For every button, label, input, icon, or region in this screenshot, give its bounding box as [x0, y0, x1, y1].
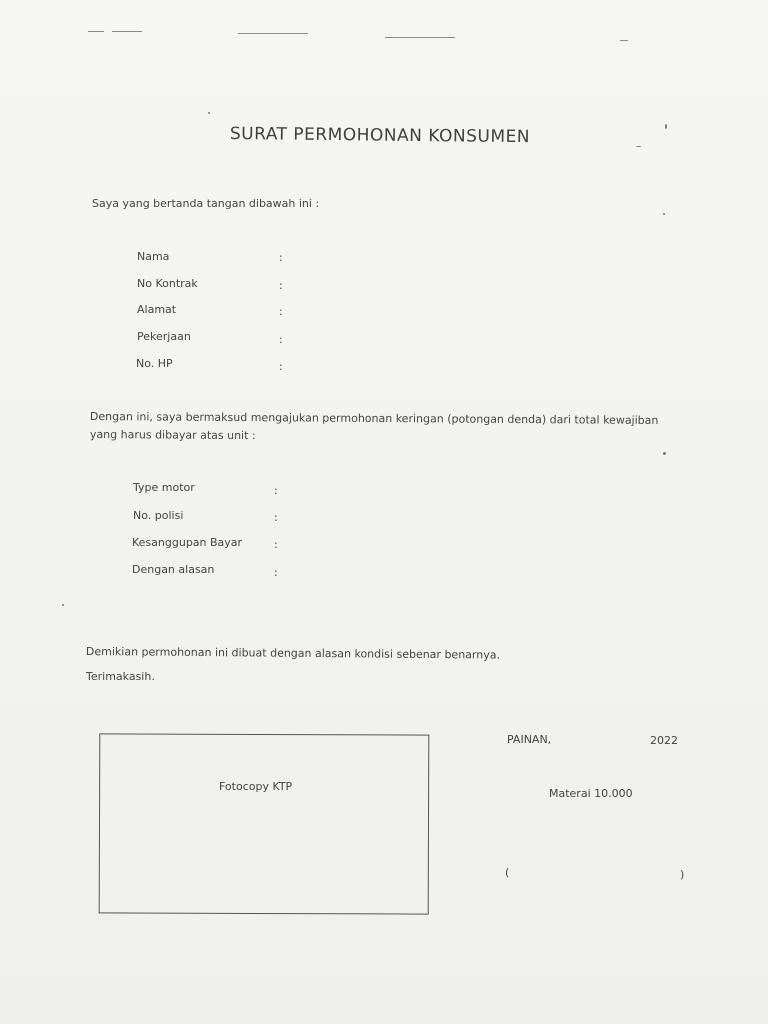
scan-mark [620, 40, 628, 41]
thanks-text: Terimakasih. [86, 670, 155, 683]
field-label-alamat: Alamat [137, 303, 177, 316]
field-label-dengan-alasan: Dengan alasan [132, 563, 215, 576]
signature-open-paren: ( [505, 866, 510, 879]
field-colon: : [274, 511, 278, 524]
place-text: PAINAN, [507, 733, 552, 746]
field-colon: : [279, 333, 283, 346]
scan-mark [238, 33, 308, 34]
scan-speck [665, 124, 667, 129]
request-line-2: yang harus dibayar atas unit : [89, 428, 256, 443]
scan-speck [208, 112, 210, 114]
field-colon: : [279, 305, 283, 318]
field-label-kesanggupan-bayar: Kesanggupan Bayar [132, 536, 243, 549]
intro-text: Saya yang bertanda tangan dibawah ini : [92, 197, 320, 210]
field-colon: : [279, 279, 283, 292]
scan-mark [112, 31, 142, 32]
field-colon: : [274, 538, 278, 551]
ktp-photo-box [99, 733, 430, 914]
field-colon: : [279, 251, 283, 264]
closing-text: Demikian permohonan ini dibuat dengan alasan kondisi sebenar benarnya. [85, 645, 501, 662]
scan-mark [385, 37, 455, 38]
field-label-no-kontrak: No Kontrak [137, 277, 198, 290]
field-label-no-hp: No. HP [136, 357, 173, 370]
field-label-type-motor: Type motor [133, 481, 195, 494]
field-label-nama: Nama [137, 250, 170, 263]
letter-title: SURAT PERMOHONAN KONSUMEN [229, 124, 531, 148]
stamp-text: Materai 10.000 [549, 787, 633, 800]
ktp-label: Fotocopy KTP [219, 780, 293, 793]
scan-speck [663, 213, 665, 215]
scan-speck [663, 452, 666, 455]
year-text: 2022 [650, 734, 678, 747]
field-label-pekerjaan: Pekerjaan [137, 330, 191, 343]
field-colon: : [274, 566, 278, 579]
signature-close-paren: ) [680, 868, 685, 881]
scan-mark [88, 31, 104, 32]
field-label-no-polisi: No. polisi [133, 509, 184, 522]
scan-speck [62, 604, 64, 606]
field-colon: : [279, 360, 283, 373]
field-colon: : [274, 484, 278, 497]
request-line-1: Dengan ini, saya bermaksud mengajukan permohonan keringan (potongan denda) dari total kewajiban [89, 410, 659, 427]
scan-speck [636, 146, 641, 147]
